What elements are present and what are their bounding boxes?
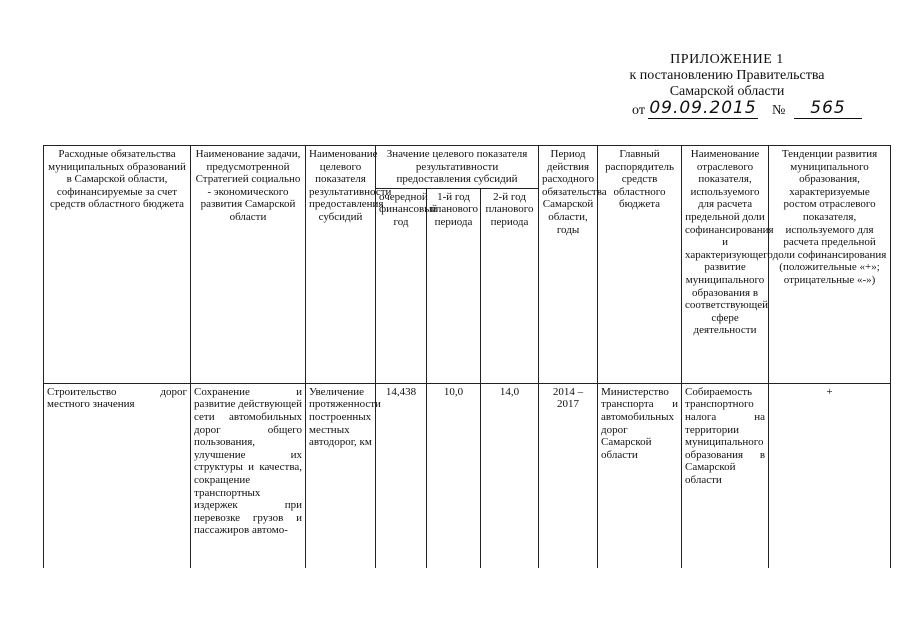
subsidy-targets-table	[43, 145, 891, 568]
table-row	[44, 383, 891, 568]
resolution-number: 565	[794, 98, 862, 119]
cell-manager: Министерство транспорта и автомобильных дорог Самарской области	[598, 383, 682, 568]
col-header-sector-indicator: Наименование отраслевого показателя, используемого для расчета предельной доли софинансирования и характеризующего развитие муниципального образования в соответствующей сфере деятельности	[682, 146, 769, 384]
cell-next-year-value: 14,438	[376, 383, 427, 568]
date-prefix-label: от	[632, 103, 645, 118]
cell-plan-year-2-value: 14,0	[481, 383, 539, 568]
col-header-indicator: Наименование целевого показателя результативности предоставления субсидий	[306, 146, 376, 384]
cell-obligation: Строительство дорог местного значения	[44, 383, 191, 568]
table-header-row	[44, 146, 891, 189]
col-header-obligations: Расходные обязательства муниципальных образований в Самарской области, софинансируемые за счет средств областного бюджета	[44, 146, 191, 384]
cell-plan-year-1-value: 10,0	[427, 383, 481, 568]
appendix-subtitle-region: Самарской области	[669, 84, 785, 99]
col-header-manager: Главный распорядитель средств областного бюджета	[598, 146, 682, 384]
cell-trend: +	[769, 383, 891, 568]
appendix-subtitle-line: к постановлению Правительства	[629, 68, 825, 83]
col-header-next-year: очередной финансовый год	[376, 188, 427, 383]
col-header-target-value: Значение целевого показателя результативности предоставления субсидий	[376, 146, 539, 189]
resolution-date-line	[632, 100, 862, 122]
cell-task: Сохранение и развитие действующей сети автомобильных дорог общего пользования, улучшение их структуры и качества, сокращение транспортных издержек при перевозке грузов и пассажиров автомо-	[191, 383, 306, 568]
col-header-plan-year-1: 1-й год планового периода	[427, 188, 481, 383]
col-header-plan-year-2: 2-й год планового периода	[481, 188, 539, 383]
appendix-title: ПРИЛОЖЕНИЕ 1	[670, 52, 784, 67]
cell-sector-indicator: Собираемость транспортного налога на территории муниципального образования в Самарской области	[682, 383, 769, 568]
cell-period: 2014 – 2017	[539, 383, 598, 568]
appendix-header	[597, 52, 857, 100]
col-header-trends: Тенденции развития муниципального образования, характеризуемые ростом отраслевого показателя, используемого для расчета предельной доли софинансирования (положительные «+»; отрицательные «-»)	[769, 146, 891, 384]
col-header-task: Наименование задачи, предусмотренной Стратегией социально - экономического развития Самарской области	[191, 146, 306, 384]
number-sign-label: №	[772, 103, 786, 118]
resolution-date: 09.09.2015	[649, 98, 757, 118]
cell-indicator: Увеличение протяженности построенных местных автодорог, км	[306, 383, 376, 568]
col-header-period: Период действия расходного обязательства Самарской области, годы	[539, 146, 598, 384]
